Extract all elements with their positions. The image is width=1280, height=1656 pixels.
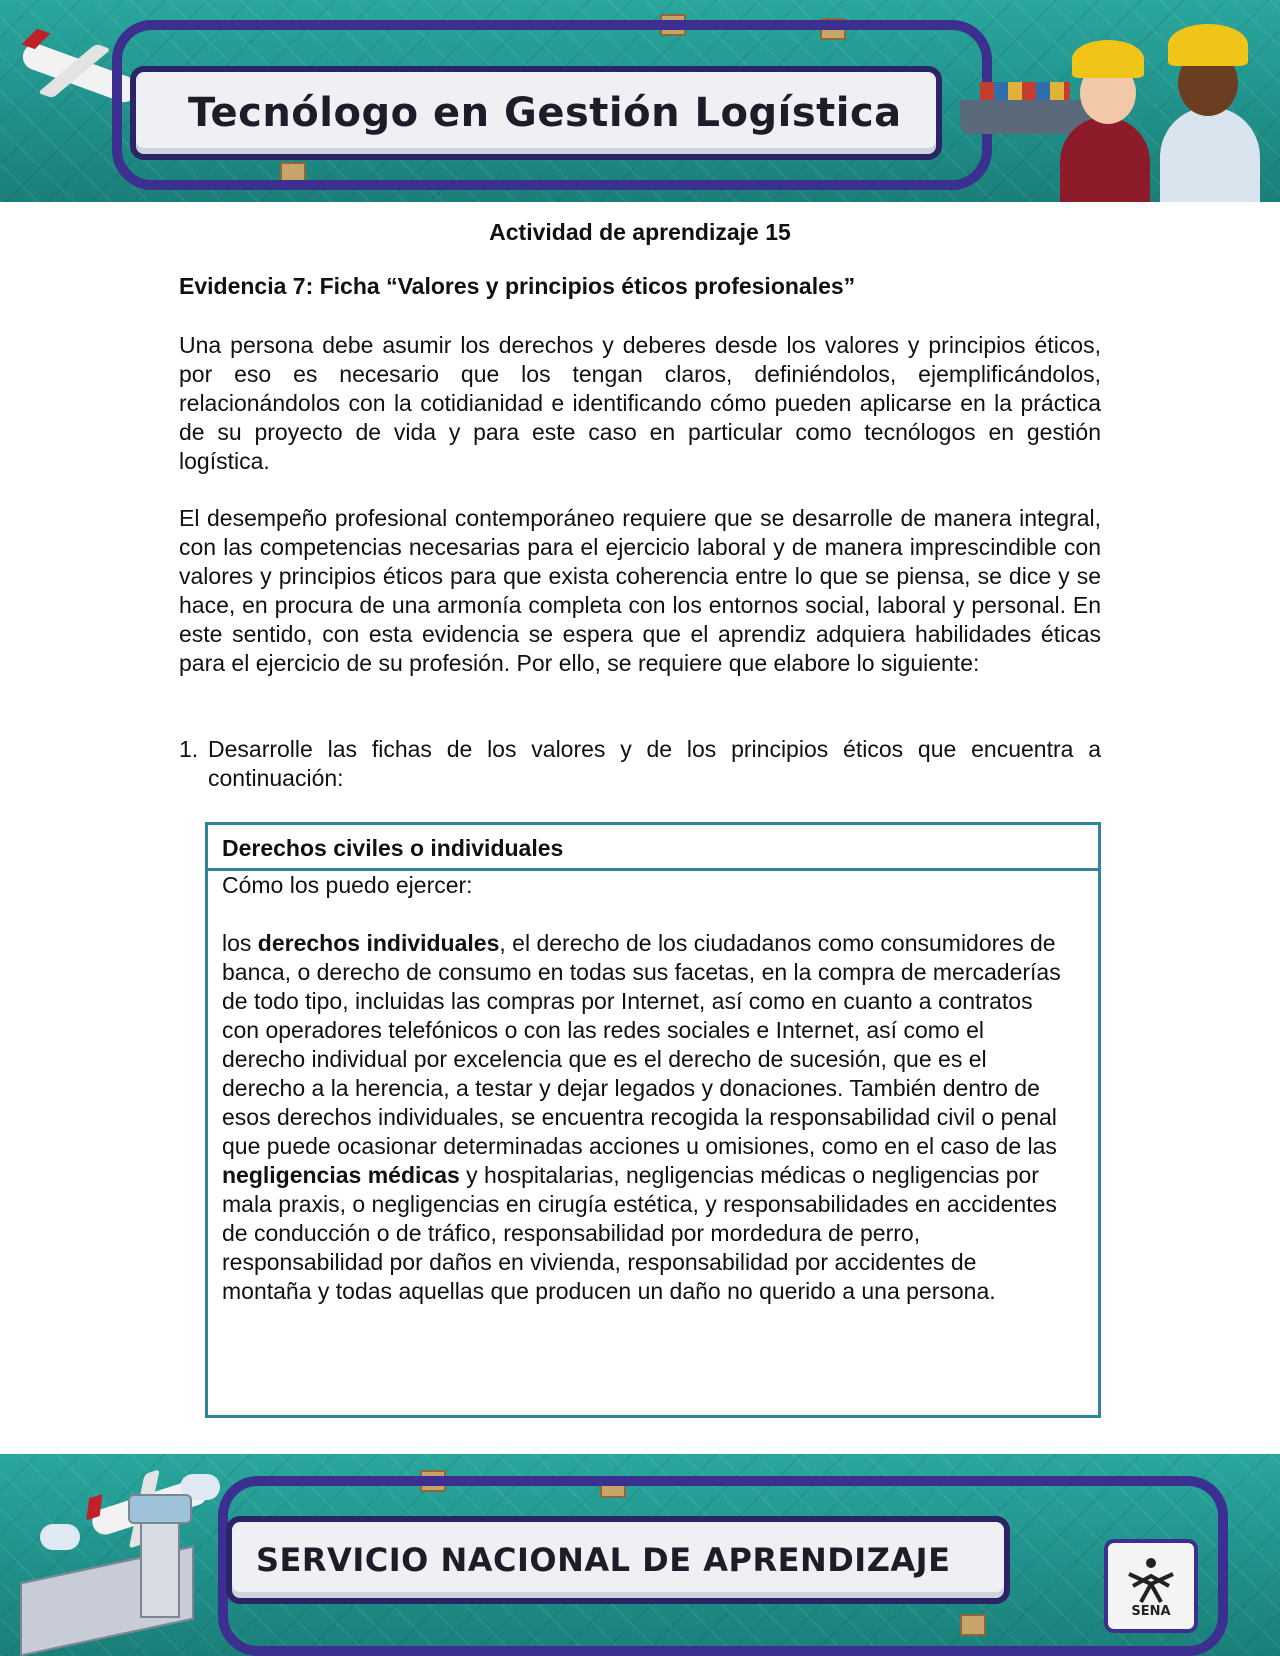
header-banner [0, 0, 1280, 202]
context-paragraph: El desempeño profesional contemporáneo requiere que se desarrolle de manera integral, con las competencias necesarias para el ejercicio laboral y de manera imprescindible con valores y principios éticos para que exista coherencia entre lo que se piensa, se dice y se hace, en procura de una armonía completa con los entornos social, laboral y personal. En este sentido, con esta evidencia se espera que el aprendiz adquiera habilidades éticas para el ejercicio de su profesión. Por ello, se requiere que elabore lo siguiente: [179, 505, 1101, 676]
sena-logo-icon [1123, 1554, 1179, 1604]
program-title: Tecnólogo en Gestión Logística [188, 90, 902, 136]
sena-logo-text: SENA [1131, 1603, 1171, 1619]
list-item-text: Desarrolle las fichas de los valores y de los principios éticos que encuentra a continuación: [208, 736, 1101, 791]
worker-man-illustration [1160, 107, 1260, 202]
card-answer: los derechos individuales, el derecho de los ciudadanos como consumidores de banca, o derecho de consumo en todas sus facetas, en la compra de mercaderías de todo tipo, incluidas las compras por Internet, así como en cuanto a contratos con operadores telefónicos o con las redes sociales e Internet, así como el derecho individual por excelencia que es el derecho de sucesión, que es el derecho a la herencia, a testar y dejar legados y donaciones. También dentro de esos derechos individuales, se encuentra recogida la responsabilidad civil o penal que puede ocasionar determinadas acciones u omisiones, como en el caso de las negligencias médicas y hospitalarias, negligencias médicas o negligencias por mala praxis, o negligencias en cirugía estética, y responsabilidades en accidentes de conducción o de tráfico, responsabilidad por mordedura de perro, responsabilidad por daños en vivienda, responsabilidad por accidentes de montaña y todas aquellas que producen un daño no querido a una persona. [222, 930, 1061, 1304]
institution-name: SERVICIO NACIONAL DE APRENDIZAJE [256, 1541, 951, 1579]
activity-heading: Actividad de aprendizaje 15 [489, 219, 791, 245]
hard-hat-icon [1168, 24, 1248, 66]
footer-banner [0, 1454, 1280, 1656]
sena-logo [1104, 1539, 1198, 1633]
card-body [208, 871, 1076, 1306]
worker-woman-illustration [1060, 117, 1150, 202]
header-title-plate [130, 66, 942, 160]
intro-paragraph: Una persona debe asumir los derechos y deberes desde los valores y principios éticos, por eso es necesario que los tengan claros, definiéndolos, ejemplificándolos, relacionándolos con la cotidianidad e identificando cómo pueden aplicarse en la práctica de su proyecto de vida y para este caso en particular como tecnólogos en gestión logística. [179, 332, 1101, 474]
card-question: Cómo los puedo ejercer: [222, 872, 473, 898]
list-number: 1. [179, 736, 199, 762]
numbered-list-item [179, 735, 1101, 793]
footer-title-plate [226, 1516, 1010, 1604]
bold-term: negligencias médicas [222, 1162, 460, 1188]
rights-card [205, 822, 1101, 1418]
control-tower-illustration [140, 1504, 180, 1618]
bold-term: derechos individuales [257, 930, 500, 956]
card-title: Derechos civiles o individuales [208, 825, 1098, 871]
hard-hat-icon [1072, 40, 1144, 78]
evidence-title: Evidencia 7: Ficha “Valores y principios éticos profesionales” [179, 273, 856, 299]
cloud-illustration [40, 1524, 80, 1550]
